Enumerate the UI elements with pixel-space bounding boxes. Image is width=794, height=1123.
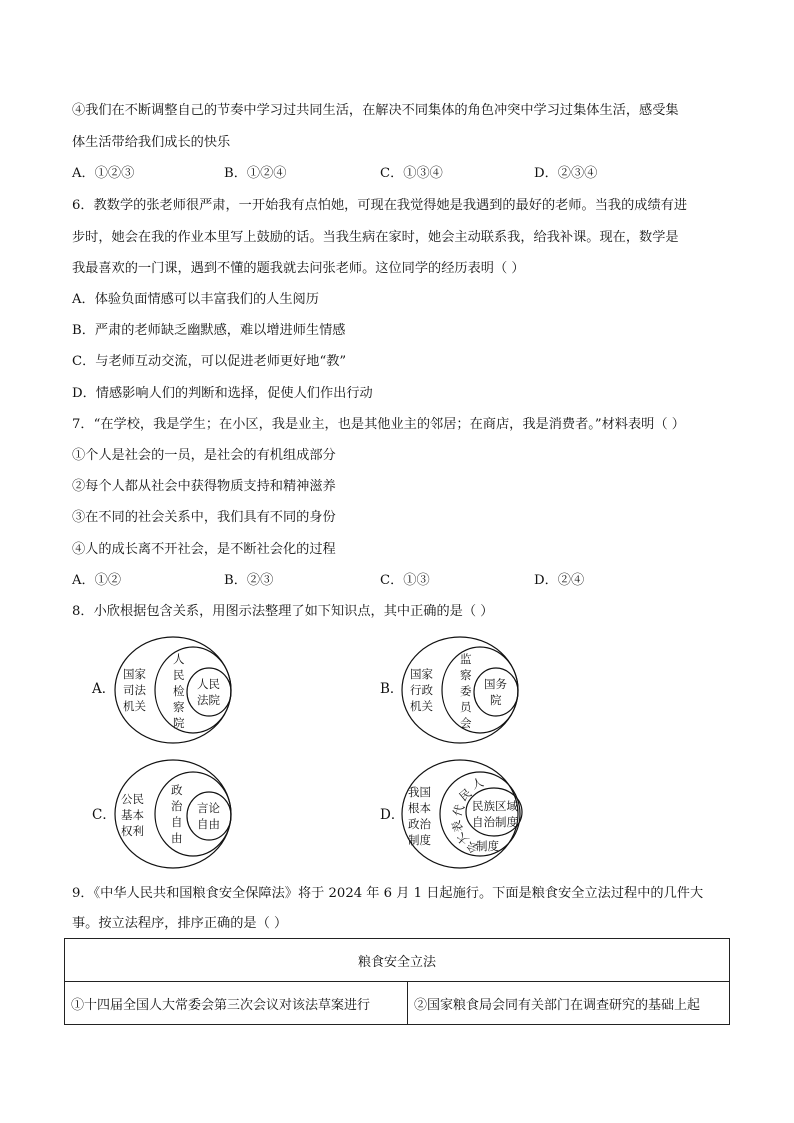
q8-diagram-d[interactable] (400, 758, 530, 870)
middle-text-3: 代 (450, 802, 468, 819)
q5-option-c[interactable]: C．①③④ (380, 166, 443, 181)
q9-stem-line-2: 事。按立法程序，排序正确的是（ ） (72, 916, 288, 931)
outer-text-3: 机关 (123, 699, 146, 713)
q8-diagram-a[interactable] (113, 635, 243, 745)
q5-statement-4-line-1: ④我们在不断调整自己的节奏中学习过共同生活，在解决不同集体的角色冲突中学习过集体生活，感受集 (72, 103, 679, 118)
middle-text-2: 察 (460, 668, 472, 682)
q8-diagram-d-label[interactable]: D． (380, 807, 405, 823)
outer-text-1: 我国 (408, 785, 431, 799)
q5-option-b[interactable]: B．①②④ (224, 166, 287, 181)
q7-statement-4: ④人的成长离不开社会，是不断社会化的过程 (72, 542, 336, 557)
middle-text-5: 大 (453, 829, 472, 848)
q5-statement-4-line-2: 体生活带给我们成长的快乐 (72, 135, 231, 150)
middle-text-4: 表 (448, 818, 466, 835)
inner-text-2: 自治制度 (472, 815, 518, 829)
outer-text-1: 国家 (123, 667, 146, 681)
middle-text-5: 会 (460, 716, 472, 730)
middle-text-3: 委 (460, 684, 472, 698)
middle-text-1: 人 (173, 652, 185, 666)
q6-option-c[interactable]: C．与老师互动交流，可以促进老师更好地“教” (72, 354, 347, 369)
inner-text-2: 法院 (197, 693, 220, 707)
table-cell-2: ②国家粮食局会同有关部门在调查研究的基础上起 (408, 982, 730, 1025)
q6-option-d[interactable]: D．情感影响人们的判断和选择，促使人们作出行动 (72, 386, 373, 401)
inner-circle (474, 668, 518, 716)
q7-option-b[interactable]: B．②③ (224, 573, 274, 588)
middle-text-2: 治 (171, 799, 183, 813)
inner-text-2: 自由 (197, 817, 220, 831)
inner-text-2: 院 (490, 693, 502, 707)
q7-stem: 7．“在学校，我是学生；在小区，我是业主，也是其他业主的邻居；在商店，我是消费者。”材料表明（ ） (72, 417, 685, 432)
q7-option-a[interactable]: A．①② (72, 573, 122, 588)
middle-text-7: 制度 (476, 839, 499, 853)
middle-text-4: 察 (173, 700, 185, 714)
middle-text-5: 院 (173, 716, 185, 730)
q8-stem: 8．小欣根据包含关系，用图示法整理了如下知识点，其中正确的是（ ） (72, 604, 494, 619)
q7-option-c[interactable]: C．①③ (380, 573, 430, 588)
middle-text-3: 检 (173, 684, 185, 698)
table-header: 粮食安全立法 (65, 939, 730, 982)
q8-diagram-b-label[interactable]: B． (380, 681, 404, 697)
middle-text-4: 员 (460, 700, 472, 714)
middle-text-6: 会 (464, 838, 481, 856)
inner-text-1: 言论 (197, 801, 220, 815)
q5-option-d[interactable]: D．②③④ (534, 166, 598, 181)
outer-text-2: 基本 (121, 808, 144, 822)
outer-text-3: 权利 (121, 824, 144, 838)
outer-text-3: 机关 (410, 699, 433, 713)
q9-stem-line-1: 9．《中华人民共和国粮食安全保障法》将于 2024 年 6 月 1 日起施行。下面是粮食安全立法过程中的几件大 (72, 886, 704, 901)
outer-text-1: 国家 (410, 667, 433, 681)
q6-option-a[interactable]: A．体验负面情感可以丰富我们的人生阅历 (72, 292, 319, 307)
outer-text-4: 制度 (408, 833, 431, 847)
q9-legislation-table (64, 938, 730, 1025)
outer-text-2: 行政 (410, 683, 433, 697)
q6-stem-line-2: 步时，她会在我的作业本里写上鼓励的话。当我生病在家时，她会主动联系我，给我补课。现在，数学是 (72, 230, 679, 245)
q6-stem-line-3: 我最喜欢的一门课，遇到不懂的题我就去问张老师。这位同学的经历表明（ ） (72, 261, 525, 276)
outer-text-3: 政治 (408, 817, 431, 831)
middle-text-4: 由 (171, 831, 183, 845)
q7-option-d[interactable]: D．②④ (534, 573, 585, 588)
q8-diagram-b[interactable] (400, 635, 530, 745)
inner-text-1: 民族区域 (472, 799, 518, 813)
q6-stem-line-1: 6．教数学的张老师很严肃，一开始我有点怕她，可现在我觉得她是我遇到的最好的老师。当我的成绩有进 (72, 198, 688, 213)
q8-diagram-c-label[interactable]: C． (92, 807, 116, 823)
middle-text-2: 民 (173, 668, 185, 682)
q8-diagram-a-label[interactable]: A． (92, 681, 116, 697)
inner-text-1: 人民 (197, 677, 220, 691)
table-cell-1: ①十四届全国人大常委会第三次会议对该法草案进行 (65, 982, 408, 1025)
middle-text-2: 民 (456, 785, 475, 804)
q8-diagram-c[interactable] (113, 758, 243, 870)
middle-text-1: 监 (460, 652, 472, 666)
outer-text-2: 司法 (123, 683, 146, 697)
middle-text-3: 自 (171, 815, 183, 829)
q6-option-b[interactable]: B．严肃的老师缺乏幽默感，难以增进师生情感 (72, 323, 346, 338)
q7-statement-2: ②每个人都从社会中获得物质支持和精神滋养 (72, 479, 336, 494)
middle-text-1: 政 (171, 783, 183, 797)
outer-text-2: 根本 (408, 801, 431, 815)
middle-text-1: 人 (469, 774, 486, 792)
outer-text-1: 公民 (121, 792, 144, 806)
inner-circle (187, 668, 231, 716)
q7-statement-1: ①个人是社会的一员，是社会的有机组成部分 (72, 448, 336, 463)
inner-text-1: 国务 (484, 677, 507, 691)
q7-statement-3: ③在不同的社会关系中，我们具有不同的身份 (72, 510, 336, 525)
q5-option-a[interactable]: A．①②③ (72, 166, 135, 181)
inner-circle (187, 792, 231, 840)
